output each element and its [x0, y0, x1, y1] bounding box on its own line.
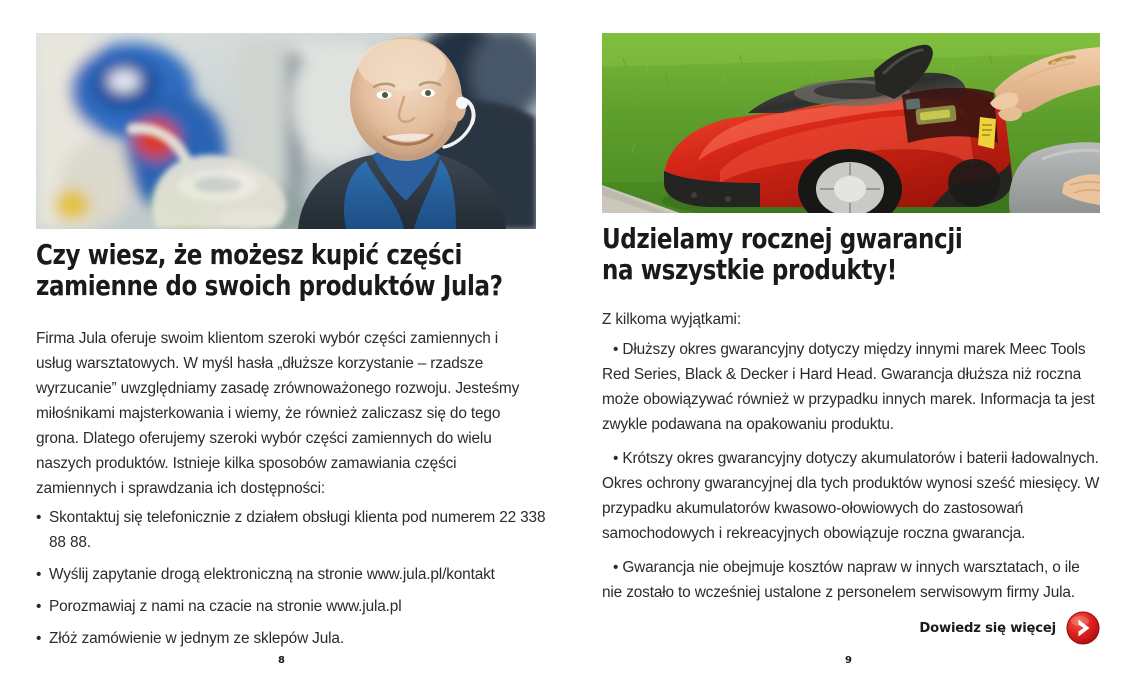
list-item: • Wyślij zapytanie drogą elektroniczną na stronie www.jula.pl/kontakt: [36, 563, 546, 588]
headline-right-line1: Udzielamy rocznej gwarancji: [602, 223, 963, 255]
warranty-exceptions-list: [602, 338, 1100, 615]
right-hero-illustration: [602, 33, 1100, 213]
list-item: • Krótszy okres gwarancyjny dotyczy akumulatorów i baterii ładowalnych. Okres ochrony gwarancyjnej dla tych produktów wynosi sześć miesięcy. W przypadku akumulatorów kwasowo-ołowiowych do zastosowań samochodowych i rekreacyjnych obowiązuje roczna gwarancja.: [602, 449, 1100, 542]
list-item: • Dłuższy okres gwarancyjny dotyczy między innymi marek Meec Tools Red Series, Black & Decker i Hard Head. Gwarancja dłuższa niż roczna może obowiązywać również w przypadku innych marek. Informacja ta jest zwykle podawana na opakowaniu produktu.: [602, 341, 1095, 433]
arrow-right-circle-icon[interactable]: [1066, 611, 1100, 645]
left-hero-illustration: [36, 33, 536, 229]
list-item: • Gwarancja nie obejmuje kosztów napraw w innych warsztatach, o ile nie zostało to wcześniej ustalone z personelem serwisowym firmy Jula.: [602, 558, 1080, 601]
list-item: • Porozmawiaj z nami na czacie na stronie www.jula.pl: [36, 595, 546, 620]
page-number-left: 8: [278, 655, 285, 666]
customer-service-agent-photo: [36, 33, 536, 229]
headline-right-line2: na wszystkie produkty!: [602, 254, 897, 287]
right-lead-paragraph: Z kilkoma wyjątkami:: [602, 311, 741, 328]
page-title-right: [602, 224, 1123, 286]
learn-more-label: Dowiedz się więcej: [919, 620, 1056, 636]
robotic-lawn-mower-photo: [602, 33, 1100, 213]
left-intro-paragraph: Firma Jula oferuje swoim klientom szeroki wybór części zamiennych i usług warsztatowych. W myśl hasła „dłuższe korzystanie – rzadsze wyrzucanie” uwzględniamy zasadę zrównoważonego rozwoju. Jesteśmy miłośnikami majsterkowania i wiemy, że również zaliczasz się do tego grona. Dlatego oferujemy szeroki wybór części zamiennych do wielu naszych produktów. Istnieje kilka sposobów zamawiania części zamiennych i sprawdzania ich dostępności:: [36, 330, 520, 497]
list-item: • Skontaktuj się telefonicznie z działem obsługi klienta pod numerem 22 338 88 88.: [36, 506, 546, 556]
list-item: • Złóż zamówienie w jednym ze sklepów Jula.: [36, 627, 546, 652]
page-title-left: [36, 240, 557, 302]
learn-more-cta[interactable]: [602, 608, 1100, 648]
headline-left-line2: zamienne do swoich produktów Jula?: [36, 270, 503, 303]
left-contact-methods-list: [36, 506, 546, 659]
page-number-right: 9: [845, 655, 852, 666]
headline-left-line1: Czy wiesz, że możesz kupić części: [36, 239, 462, 271]
